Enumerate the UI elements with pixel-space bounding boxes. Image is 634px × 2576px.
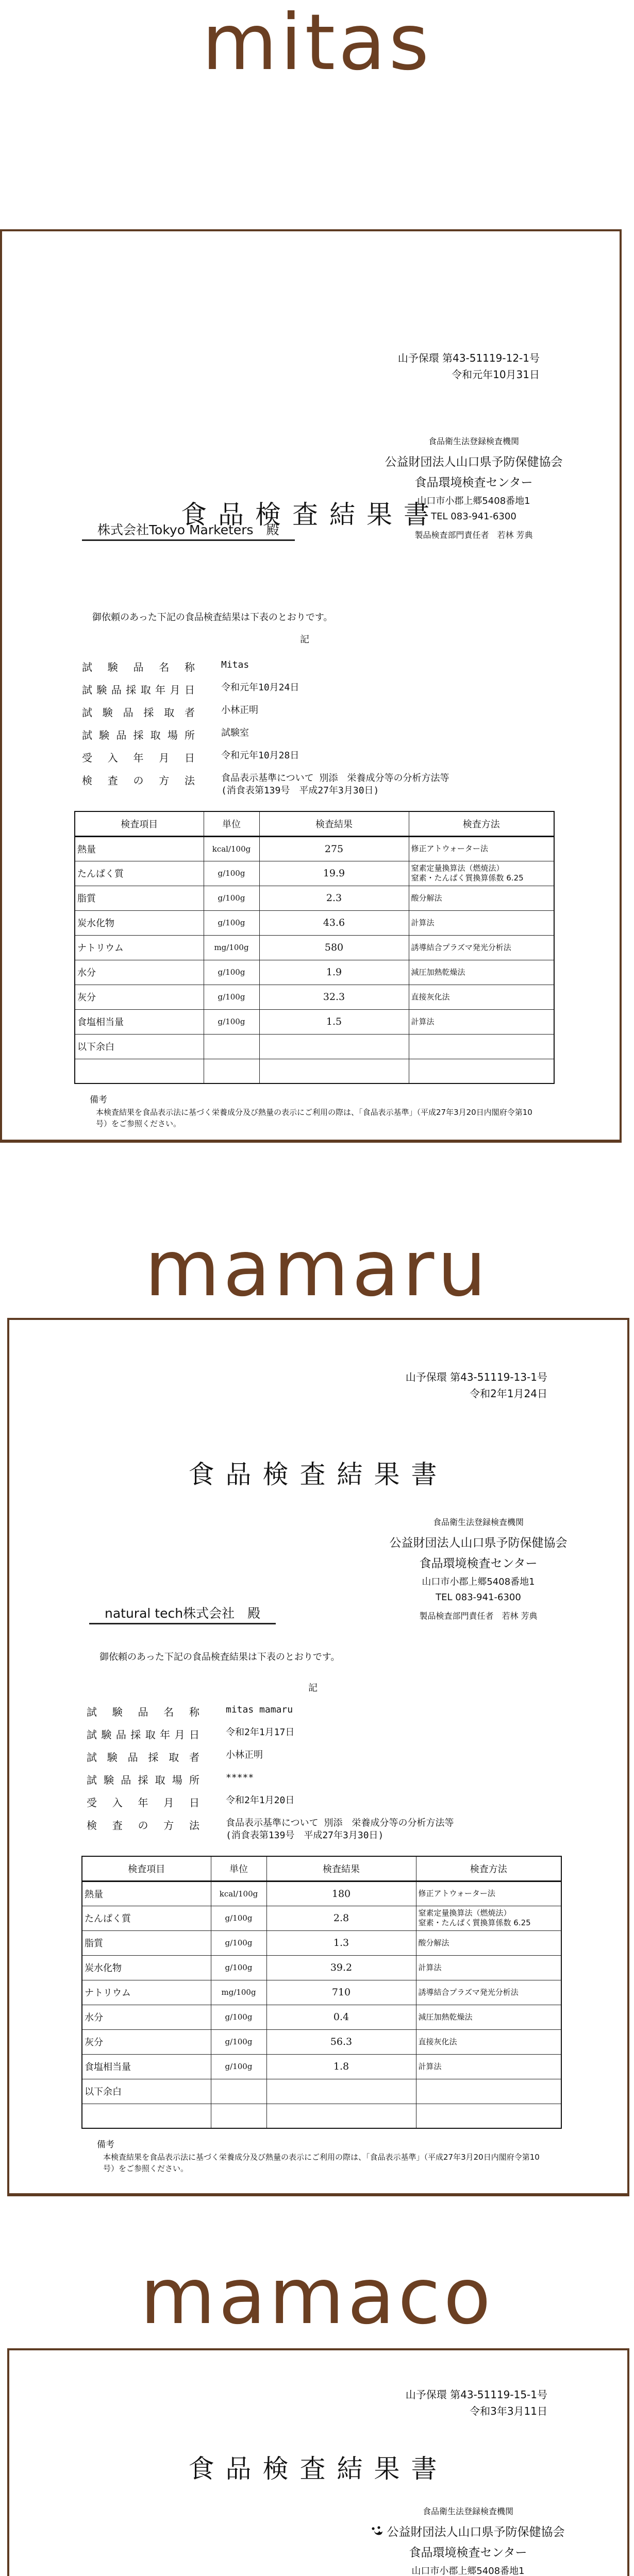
cell-result: 32.3 [259, 985, 409, 1009]
org-name-line [380, 1533, 576, 1554]
cell-unit: g/100g [211, 2054, 266, 2079]
cell-item: 食塩相当量 [75, 1009, 204, 1034]
sample-field-row [87, 1794, 454, 1817]
cell-result: 1.3 [266, 1930, 416, 1955]
brand-heading: mamaco [140, 2252, 494, 2342]
org-name-line [370, 2522, 566, 2543]
org-address: 山口市小郡上郷5408番地1 [422, 1577, 535, 1587]
sample-field-row [82, 682, 449, 704]
report-section-mamaco [0, 2252, 634, 2576]
table-row [82, 2104, 561, 2128]
cell-result: 2.8 [266, 1906, 416, 1930]
header-method: 検査方法 [416, 1856, 561, 1881]
sample-field-row [82, 727, 449, 750]
remarks-body: 本検査結果を食品表示法に基づく栄養成分及び熱量の表示にご利用の際は、「食品表示基準」（平成27年3月20日内閣府令第10号）をご参照ください。 [96, 1108, 532, 1128]
cell-item: 炭水化物 [82, 1955, 211, 1980]
cell-method [409, 1059, 554, 1083]
cell-unit: g/100g [204, 1009, 259, 1034]
org-responsible: 製品検査部門責任者 若林 芳典 [414, 530, 533, 540]
table-row [75, 910, 554, 935]
cell-item: 灰分 [82, 2029, 211, 2054]
cell-result: 275 [259, 836, 409, 861]
cell-unit: kcal/100g [204, 836, 259, 861]
field-value: Mitas [221, 659, 249, 670]
cell-item: 灰分 [75, 985, 204, 1009]
cell-method: 計算法 [409, 910, 554, 935]
org-name: 公益財団法人山口県予防保健協会 [385, 455, 563, 469]
org-tel: TEL 083-941-6300 [436, 1592, 521, 1603]
cell-method: 窒素定量換算法（燃焼法） 窒素・たんぱく質換算係数 6.25 [416, 1906, 561, 1930]
cell-item [75, 1059, 204, 1083]
cell-method: 計算法 [409, 1009, 554, 1034]
cell-unit: g/100g [211, 2005, 266, 2029]
cell-item: たんぱく質 [82, 1906, 211, 1930]
field-value: 食品表示基準について 別添 栄養成分等の分析方法等 (消食表第139号 平成27年3月30日) [226, 1818, 454, 1841]
table-row [82, 2079, 561, 2104]
table-row [75, 1034, 554, 1059]
field-label: 試験品採取場所 [87, 1774, 200, 1786]
cell-method: 直接灰化法 [409, 985, 554, 1009]
table-row [75, 1009, 554, 1034]
field-value: 令和元年10月24日 [221, 682, 299, 693]
cell-unit: g/100g [211, 1906, 266, 1930]
cell-result: 1.9 [259, 960, 409, 985]
sample-field-row [82, 750, 449, 772]
field-value: 小林正明 [226, 1750, 263, 1760]
field-label: 試験品名称 [82, 661, 195, 673]
reference-number: 山予保環 第43-51119-15-1号 [405, 2388, 547, 2401]
report-document [7, 1318, 629, 2196]
table-row [82, 2005, 561, 2029]
org-address: 山口市小郡上郷5408番地1 [417, 496, 530, 506]
recipient: natural tech株式会社 殿 [89, 1603, 276, 1624]
issue-date: 令和元年10月31日 [452, 368, 540, 381]
org-registration: 食品衛生法登録検査機関 [422, 2506, 513, 2516]
cell-item: 熱量 [82, 1881, 211, 1906]
cell-result: 710 [266, 1980, 416, 2005]
cell-item: 水分 [82, 2005, 211, 2029]
cell-unit [204, 1059, 259, 1083]
field-label: 検査の方法 [82, 774, 195, 787]
document-title: 食品検査結果書 [181, 500, 441, 530]
org-responsible: 製品検査部門責任者 若林 芳典 [419, 1611, 538, 1621]
sample-field-row [87, 1817, 454, 1842]
cell-unit [211, 2104, 266, 2128]
field-label: 受入年月日 [87, 1797, 200, 1809]
cell-item: ナトリウム [82, 1980, 211, 2005]
org-name-line [376, 452, 572, 473]
cell-method: 酸分解法 [409, 886, 554, 910]
brand-heading: mamaru [144, 1224, 490, 1314]
table-row [82, 2054, 561, 2079]
org-name: 公益財団法人山口県予防保健協会 [387, 2526, 565, 2539]
field-label: 受入年月日 [82, 752, 195, 764]
header-method: 検査方法 [409, 811, 554, 836]
cell-unit: kcal/100g [211, 1881, 266, 1906]
table-row [75, 886, 554, 910]
remarks-body: 本検査結果を食品表示法に基づく栄養成分及び熱量の表示にご利用の際は、「食品表示基準」（平成27年3月20日内閣府令第10号）をご参照ください。 [103, 2153, 540, 2173]
table-row [75, 1059, 554, 1083]
cell-method: 誘導結合プラズマ発光分析法 [409, 935, 554, 960]
cell-item: 水分 [75, 960, 204, 985]
reference-block [406, 1369, 547, 1402]
intro-text: 御依頼のあった下記の食品検査結果は下表のとおりです。 [99, 1652, 340, 1663]
table-header-row [82, 1856, 561, 1881]
reference-number: 山予保環 第43-51119-13-1号 [405, 1371, 547, 1383]
header-item: 検査項目 [75, 811, 204, 836]
field-label: 試験品採取者 [87, 1751, 200, 1764]
table-row [82, 1930, 561, 1955]
table-row [75, 861, 554, 886]
cell-result: 19.9 [259, 861, 409, 886]
org-name: 公益財団法人山口県予防保健協会 [389, 1536, 568, 1550]
cell-result [259, 1034, 409, 1059]
cell-item: 熱量 [75, 836, 204, 861]
sample-field-row [87, 1772, 454, 1794]
issuing-organization [380, 1516, 576, 1627]
issuing-organization [376, 435, 572, 546]
sample-fields [87, 1704, 454, 1842]
sample-field-row [82, 772, 449, 797]
header-unit: 単位 [204, 811, 259, 836]
table-row [82, 1881, 561, 1906]
cell-item: たんぱく質 [75, 861, 204, 886]
results-table [81, 1856, 562, 2129]
table-row [75, 985, 554, 1009]
cell-unit: g/100g [204, 861, 259, 886]
report-section-mamaru [0, 1224, 634, 2196]
cell-unit: g/100g [204, 910, 259, 935]
field-label: 試験品採取場所 [82, 729, 195, 741]
document-title: 食品検査結果書 [188, 1460, 448, 1489]
cell-unit: g/100g [204, 960, 259, 985]
sample-field-row [87, 1704, 454, 1726]
org-center: 食品環境検査センター [419, 1557, 538, 1570]
association-logo-icon [372, 2526, 385, 2537]
field-value: 令和元年10月28日 [221, 750, 299, 761]
field-label: 試験品採取者 [82, 706, 195, 719]
cell-unit: mg/100g [204, 935, 259, 960]
cell-result [266, 2104, 416, 2128]
intro-text: 御依頼のあった下記の食品検査結果は下表のとおりです。 [92, 612, 333, 623]
field-label: 試験品採取年月日 [87, 1728, 200, 1741]
sample-fields [82, 659, 449, 797]
table-row [75, 836, 554, 861]
cell-method: 直接灰化法 [416, 2029, 561, 2054]
field-value: ***** [226, 1772, 254, 1783]
table-row [75, 935, 554, 960]
header-unit: 単位 [211, 1856, 266, 1881]
cell-method [416, 2104, 561, 2128]
remarks-title: 備考 [90, 1095, 107, 1105]
cell-result: 43.6 [259, 910, 409, 935]
header-result: 検査結果 [259, 811, 409, 836]
issue-date: 令和2年1月24日 [470, 1387, 547, 1400]
cell-unit [211, 2079, 266, 2104]
cell-method: 誘導結合プラズマ発光分析法 [416, 1980, 561, 2005]
cell-result: 1.5 [259, 1009, 409, 1034]
header-item: 検査項目 [82, 1856, 211, 1881]
sample-field-row [87, 1749, 454, 1772]
ki-mark: 記 [308, 1683, 318, 1693]
ki-mark: 記 [300, 634, 309, 645]
cell-result: 180 [266, 1881, 416, 1906]
cell-result: 0.4 [266, 2005, 416, 2029]
org-center: 食品環境検査センター [414, 476, 533, 489]
org-address: 山口市小郡上郷5408番地1 [411, 2566, 525, 2576]
cell-method: 減圧加熱乾燥法 [409, 960, 554, 985]
field-value: mitas mamaru [226, 1704, 293, 1715]
cell-item [82, 2104, 211, 2128]
cell-method: 修正アトウォーター法 [409, 836, 554, 861]
report-document [0, 229, 622, 1143]
field-value: 令和2年1月20日 [226, 1795, 295, 1806]
report-document [7, 2348, 629, 2576]
cell-method: 計算法 [416, 2054, 561, 2079]
issuing-organization [370, 2505, 566, 2576]
sample-field-row [82, 659, 449, 682]
cell-item: 脂質 [82, 1930, 211, 1955]
table-row [75, 960, 554, 985]
report-section-mitas [0, 0, 634, 1143]
remarks [90, 1094, 543, 1129]
cell-method [416, 2079, 561, 2104]
field-value: 小林正明 [221, 705, 258, 716]
cell-unit: g/100g [211, 1955, 266, 1980]
sample-field-row [82, 704, 449, 727]
cell-unit: g/100g [204, 886, 259, 910]
cell-unit: g/100g [211, 1930, 266, 1955]
remarks [97, 2139, 550, 2174]
cell-item: 以下余白 [82, 2079, 211, 2104]
org-registration: 食品衛生法登録検査機関 [432, 1517, 524, 1527]
cell-method: 窒素定量換算法（燃焼法） 窒素・たんぱく質換算係数 6.25 [409, 861, 554, 886]
cell-method: 酸分解法 [416, 1930, 561, 1955]
org-center: 食品環境検査センター [409, 2546, 527, 2560]
field-label: 検査の方法 [87, 1819, 200, 1832]
reference-block [406, 2386, 547, 2419]
cell-result [259, 1059, 409, 1083]
cell-result: 56.3 [266, 2029, 416, 2054]
recipient: 株式会社Tokyo Marketers 殿 [82, 520, 295, 541]
cell-result: 1.8 [266, 2054, 416, 2079]
cell-item: 炭水化物 [75, 910, 204, 935]
org-registration: 食品衛生法登録検査機関 [428, 436, 519, 446]
table-row [82, 1955, 561, 1980]
document-title: 食品検査結果書 [188, 2454, 448, 2484]
table-row [82, 1980, 561, 2005]
header-result: 検査結果 [266, 1856, 416, 1881]
cell-result: 580 [259, 935, 409, 960]
field-value: 食品表示基準について 別添 栄養成分等の分析方法等 (消食表第139号 平成27年3月30日) [221, 773, 449, 796]
brand-heading: mitas [202, 0, 432, 88]
cell-item: 脂質 [75, 886, 204, 910]
cell-result: 2.3 [259, 886, 409, 910]
field-value: 令和2年1月17日 [226, 1727, 295, 1738]
field-label: 試験品採取年月日 [82, 684, 195, 696]
reference-number: 山予保環 第43-51119-12-1号 [397, 352, 540, 364]
cell-method: 減圧加熱乾燥法 [416, 2005, 561, 2029]
results-table [74, 811, 555, 1084]
field-value: 試験室 [221, 727, 249, 738]
cell-method: 計算法 [416, 1955, 561, 1980]
org-tel: TEL 083-941-6300 [431, 511, 516, 522]
cell-item: 食塩相当量 [82, 2054, 211, 2079]
sample-field-row [87, 1726, 454, 1749]
reference-block [398, 350, 540, 383]
cell-item: ナトリウム [75, 935, 204, 960]
cell-method: 修正アトウォーター法 [416, 1881, 561, 1906]
cell-result [266, 2079, 416, 2104]
cell-unit: mg/100g [211, 1980, 266, 2005]
field-label: 試験品名称 [87, 1706, 200, 1718]
cell-unit: g/100g [204, 985, 259, 1009]
cell-result: 39.2 [266, 1955, 416, 1980]
cell-unit [204, 1034, 259, 1059]
cell-method [409, 1034, 554, 1059]
table-row [82, 2029, 561, 2054]
table-row [82, 1906, 561, 1930]
cell-item: 以下余白 [75, 1034, 204, 1059]
issue-date: 令和3年3月11日 [470, 2405, 547, 2417]
cell-unit: g/100g [211, 2029, 266, 2054]
table-header-row [75, 811, 554, 836]
remarks-title: 備考 [97, 2140, 114, 2150]
